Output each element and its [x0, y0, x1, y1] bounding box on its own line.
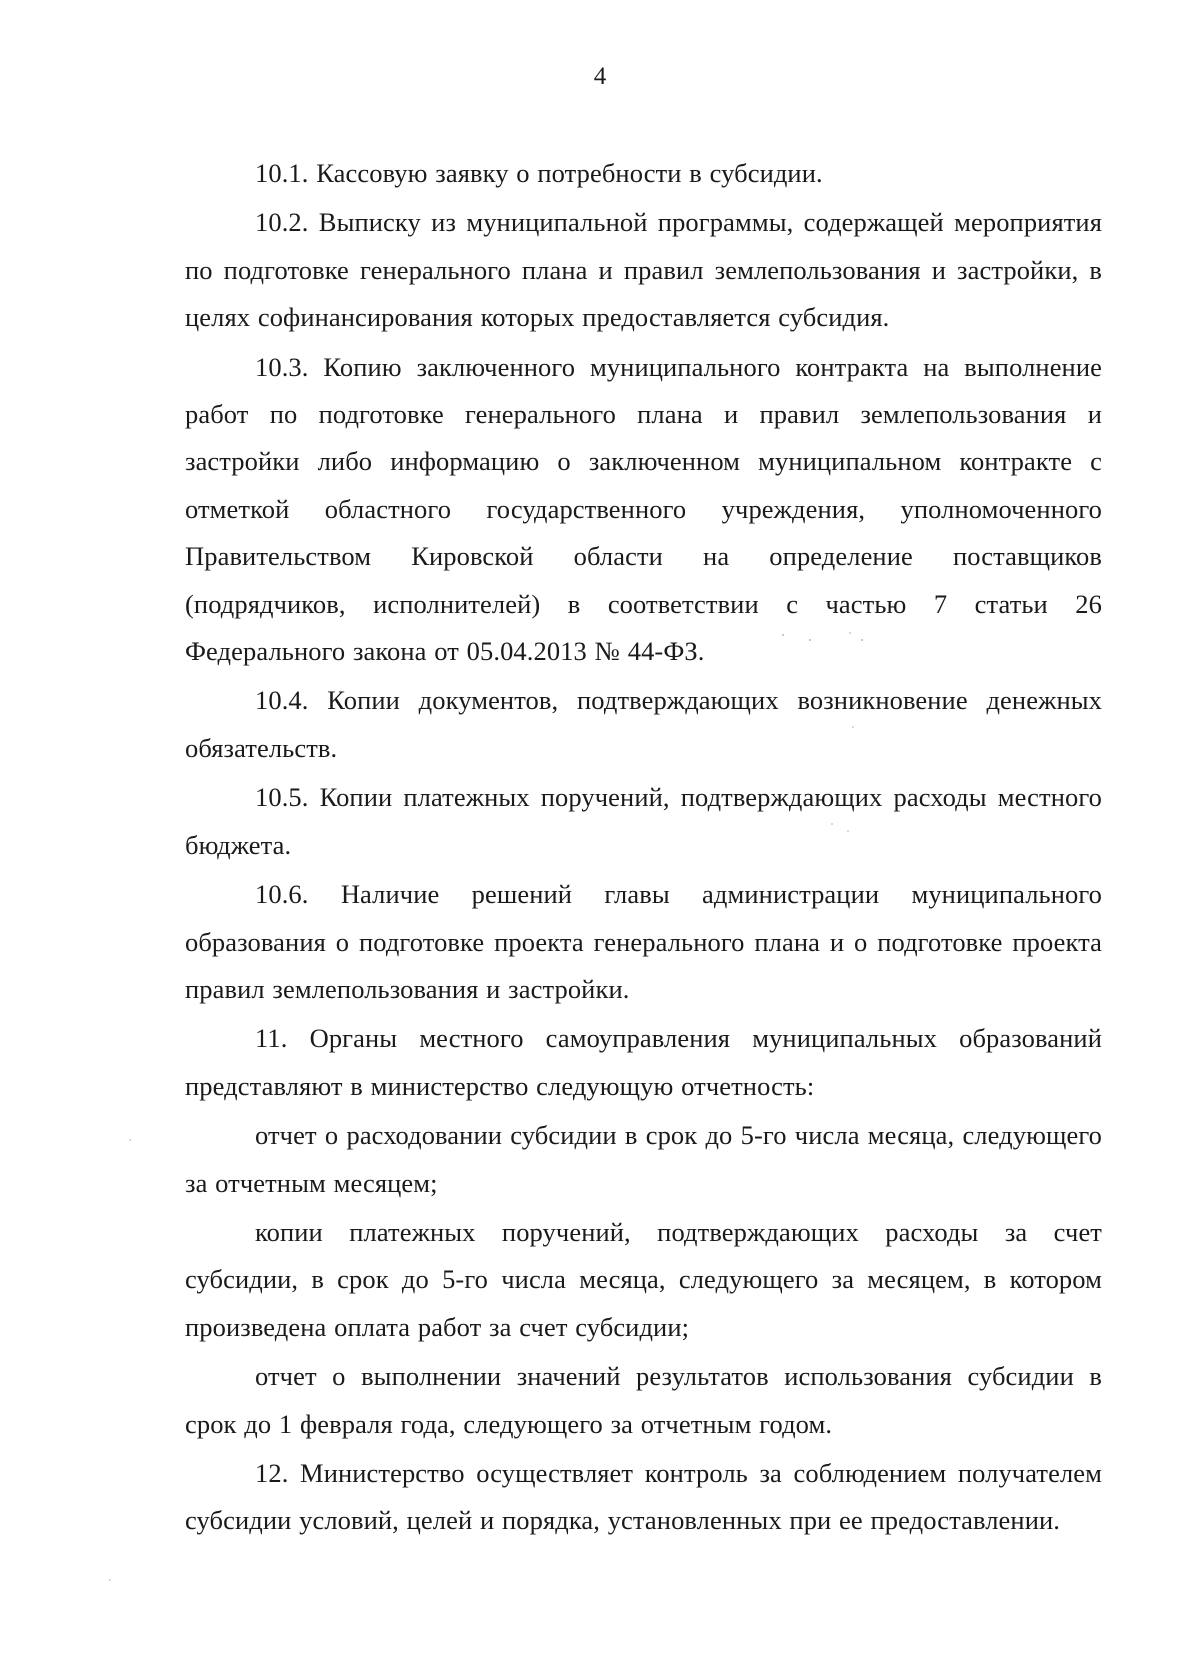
paragraph-11-payment-orders: копии платежных поручений, подтверждающих расходы за счет субсидии, в срок до 5-го числа месяца, следующего за месяцем, в котором произведена оплата работ за счет субсидии; — [185, 1216, 1102, 1342]
paragraph-10-5: 10.5. Копии платежных поручений, подтверждающих расходы местного бюджета. — [185, 782, 1102, 860]
paragraph-10-3: 10.3. Копию заключенного муниципального контракта на выполнение работ по подготовке генерального плана и правил землепользования и застройки либо информацию о заключенном муниципальном контракте с отметкой областного государственного учреждения, уполномоченного Правительством Кировской области на определение поставщиков (подрядчиков, исполнителей) в соответствии с частью 7 статьи 26 Федерального закона от 05.04.2013 № 44-ФЗ. — [185, 351, 1102, 667]
paragraph-10-4: 10.4. Копии документов, подтверждающих возникновение денежных обязательств. — [185, 685, 1102, 763]
page-number: 4 — [593, 63, 607, 90]
paragraph-12: 12. Министерство осуществляет контроль за соблюдением получателем субсидии условий, целей и порядка, установленных при ее предоставлении. — [185, 1457, 1102, 1536]
paragraph-10-2: 10.2. Выписку из муниципальной программы, содержащей мероприятия по подготовке генерального плана и правил землепользования и застройки, в целях софинансирования которых предоставляется субсидия. — [185, 207, 1102, 333]
paragraph-10-6: 10.6. Наличие решений главы администрации муниципального образования о подготовке проекта генерального плана и о подготовке проекта правил землепользования и застройки. — [185, 879, 1102, 1004]
paragraph-11-report-expenditure: отчет о расходовании субсидии в срок до 5-го числа месяца, следующего за отчетным месяцем; — [185, 1120, 1102, 1198]
paragraph-11-report-results: отчет о выполнении значений результатов использования субсидии в срок до 1 февраля года, следующего за отчетным годом. — [185, 1361, 1102, 1439]
paragraph-10-1: 10.1. Кассовую заявку о потребности в субсидии. — [255, 158, 823, 188]
document-body — [185, 150, 1102, 1547]
paragraph-11: 11. Органы местного самоуправления муниципальных образований представляют в министерство следующую отчетность: — [185, 1023, 1102, 1101]
